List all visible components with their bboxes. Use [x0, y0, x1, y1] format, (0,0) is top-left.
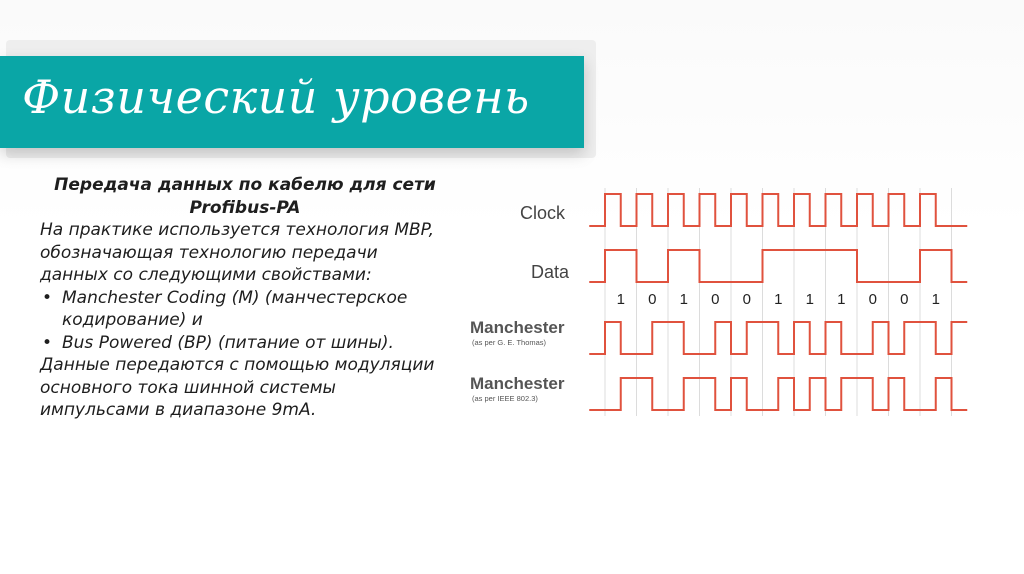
manchester-ieee-signal [589, 378, 967, 410]
bit-label: 0 [711, 291, 720, 308]
bit-label: 1 [774, 291, 783, 308]
text-block [40, 174, 450, 422]
bit-label: 1 [837, 291, 846, 308]
row-sublabel-manchester-ieee: (as per IEEE 802.3) [472, 394, 538, 403]
bit-label: 1 [679, 291, 688, 308]
bullet-item [40, 332, 450, 355]
subtitle: Передача данных по кабелю для сети Profibus-PA [54, 175, 436, 218]
title-bar [0, 56, 584, 148]
data-signal [589, 250, 967, 282]
bit-label: 0 [868, 291, 877, 308]
bit-label: 1 [931, 291, 940, 308]
intro-paragraph: На практике используется технология MBP, обозначающая технологию передачи данных со следующими свойствами: [40, 220, 434, 285]
bit-labels [617, 291, 940, 308]
clock-signal [589, 194, 967, 226]
slide-title: Физический уровень [22, 70, 530, 124]
row-sublabel-manchester-thomas: (as per G. E. Thomas) [472, 338, 547, 347]
bit-label: 0 [900, 291, 909, 308]
row-label-manchester-ieee: Manchester [470, 374, 565, 393]
bullet-item [40, 287, 450, 332]
bullet-icon: • [42, 287, 53, 308]
bullet-text: Manchester Coding (M) (манчестерское кодирование) и [62, 287, 408, 330]
bit-label: 0 [742, 291, 751, 308]
row-label-manchester-thomas: Manchester [470, 318, 565, 337]
bit-label: 1 [805, 291, 814, 308]
manchester-timing-diagram [462, 178, 982, 418]
bit-label: 0 [648, 291, 657, 308]
bullet-list [40, 287, 450, 355]
row-label-data: Data [530, 262, 569, 282]
row-label-clock: Clock [519, 203, 565, 223]
bit-label: 1 [616, 291, 625, 308]
conclusion-paragraph: Данные передаются с помощью модуляции основного тока шинной системы импульсами в диапазоне 9mA. [40, 355, 435, 420]
manchester-thomas-signal [589, 322, 967, 354]
bullet-text: Bus Powered (BP) (питание от шины). [62, 332, 394, 353]
bullet-icon: • [42, 332, 53, 353]
